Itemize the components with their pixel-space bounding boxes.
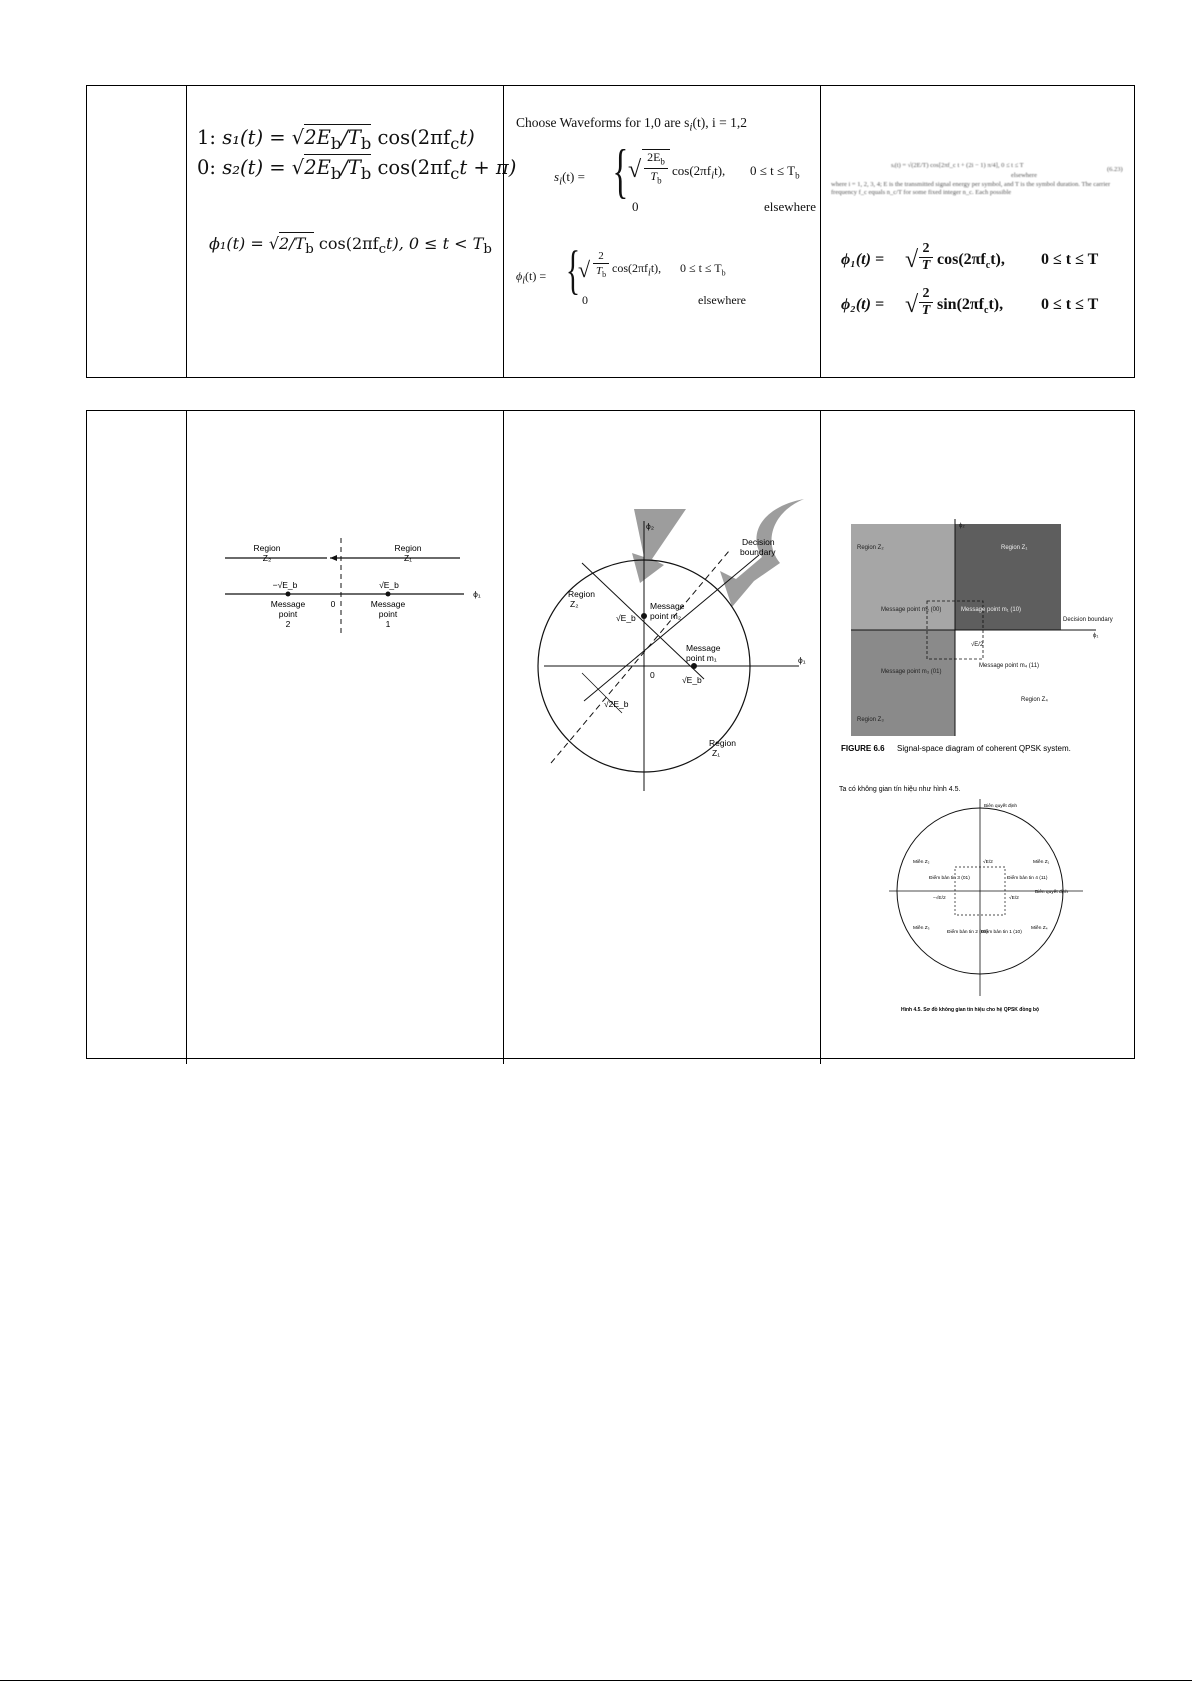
phi1-label: ϕ₁: [1093, 633, 1099, 639]
qpsk-phi2: ϕ₂(t) = √ 2 T $\sin(2\pi f_ct)$, 0 ≤ t ≤ T: [841, 286, 1099, 318]
frac-num: 2: [922, 286, 930, 301]
sin-term: sin(2πf: [937, 296, 984, 313]
message-point-m1: [691, 663, 697, 669]
s2-equation: 0: $s_2(t) = √2E_b/T_b$ $\cos(2\pi f_ct + \pi)$: [197, 156, 517, 183]
vn-caption: Hình 4.5. Sơ đồ không gian tín hiệu cho hệ QPSK đồng bộ: [901, 1007, 1039, 1013]
region2-label: Region Z₂: [857, 545, 884, 551]
origin-label: 0: [330, 599, 336, 609]
frac-den: T: [921, 303, 931, 318]
region2-label: Region: [253, 543, 281, 553]
region1-label: Region: [709, 738, 736, 748]
sqrt-eb-y: √E_b: [616, 613, 636, 623]
cos-term: cos(2πf: [672, 163, 712, 178]
frac-num: 2E: [647, 150, 661, 164]
decision-label: Decision boundary: [1063, 617, 1113, 623]
range-text: 0 ≤ t ≤ T: [750, 163, 796, 178]
sub-b: b: [360, 133, 372, 153]
decision-label: Decision: [742, 537, 775, 547]
page-footer-rule: [0, 1680, 1192, 1681]
phi1-axis-label: ϕ₁: [473, 589, 481, 599]
mp1-label: point: [378, 609, 398, 619]
elsewhere-text: elsewhere: [698, 293, 746, 307]
bpsk-formula-cell: [186, 86, 517, 377]
mp2-label: 2: [285, 619, 291, 629]
vn-intro: Ta có không gian tín hiệu như hình 4.5.: [839, 786, 961, 793]
pos-sqrt-eb: √E_b: [379, 580, 399, 590]
region1-z: Z₁: [403, 553, 413, 563]
phi-den: T: [595, 265, 603, 277]
bit-one-label: 1:: [197, 126, 223, 149]
decision-label: boundary: [740, 547, 776, 557]
mp3-label: Message point m₃ (01): [881, 669, 942, 675]
zero-case: 0: [632, 199, 639, 214]
mp1-label: Message point m₁ (10): [961, 607, 1022, 613]
origin-label: 0: [650, 670, 655, 680]
message-point-2: [286, 592, 291, 597]
phii-tail: (t) =: [525, 269, 547, 283]
qpsk-diagrams: [821, 411, 1137, 1060]
qpsk-diagram-cell: [820, 411, 1136, 1064]
vn-z3: Miền Z₃: [913, 926, 930, 931]
over-t: /T: [341, 156, 361, 179]
formula-table: [86, 85, 1135, 378]
vn-pt2: Điểm bản tin 2 (00): [947, 930, 988, 935]
mp2-label: Message: [650, 601, 685, 611]
s2-lhs: s₂(t) =: [222, 156, 286, 179]
phi1-range: 0 ≤ t ≤ T: [1041, 251, 1099, 268]
region1-label: Region: [394, 543, 422, 553]
vn-boundary-top: Biên quyết định: [984, 804, 1018, 809]
vn-z1: Miền Z₁: [1033, 860, 1050, 865]
vn-pt3: Điểm bản tin 3 (01): [929, 876, 970, 881]
intro-tail: (t), i = 1,2: [692, 115, 747, 130]
qpsk-formula-cell: [820, 86, 1136, 377]
range-text: 0 ≤ t ≤ T: [680, 261, 722, 275]
bpsk-signal-space-diagram: [187, 411, 504, 1060]
region2-z: Z₂: [570, 599, 579, 609]
cos-term: cos(2πf: [377, 126, 451, 149]
vn-sqrt-top: √E/2: [983, 860, 993, 865]
projection-line: [584, 555, 759, 701]
bfsk-diagram-cell: [503, 411, 820, 1064]
region2-z: Z₂: [262, 553, 272, 563]
phi1-lhs: ϕ₁(t) =: [209, 234, 264, 253]
frac-den: T: [921, 258, 931, 273]
region2-label: Region: [568, 589, 595, 599]
phii-lhs: ϕ: [516, 269, 523, 283]
mp1-label: Message: [370, 599, 406, 609]
diagram-table: [86, 410, 1135, 1059]
mp1-label: point m₁: [686, 653, 717, 663]
si-piecewise: $s_i(t)$ = { √ $2E_b$ $T_b$ $\cos(2\pi f_it)$, $0 \le t \le T_b$ 0 elsewhere: [554, 138, 816, 214]
mp1-label: 1: [385, 619, 391, 629]
sub-c: c: [450, 163, 460, 183]
sub-c: c: [985, 260, 991, 272]
cos-tail: t),: [650, 261, 662, 275]
scan-eqno: (6.23): [1107, 166, 1123, 173]
vn-sqrt-left: −√E/2: [933, 896, 946, 901]
cos-term: cos(2πf: [318, 234, 379, 253]
region-arrow: [330, 555, 337, 561]
intro-text: Choose Waveforms for 1,0 are s: [516, 115, 690, 130]
figure-caption: Signal-space diagram of coherent QPSK system.: [897, 744, 1071, 753]
row-label-cell: [87, 411, 186, 1064]
phi2-end: t),: [988, 296, 1004, 313]
mp2-label: point: [278, 609, 298, 619]
phi2-label: ϕ₂: [646, 521, 655, 531]
message-point-1: [386, 592, 391, 597]
zero-case: 0: [582, 293, 588, 307]
sqrt-e2-label: √E/2: [971, 642, 984, 648]
figure-label: FIGURE 6.6: [841, 744, 885, 753]
bfsk-signal-space-diagram: [504, 411, 821, 1060]
s1-equation: 1: $s_1(t) = √2E_b/T_b$ $\cos(2\pi f_ct)$: [197, 126, 475, 153]
bpsk-diagram-cell: [186, 411, 503, 1064]
cos-term: cos(2πf: [612, 261, 649, 275]
vn-z2: Miền Z₂: [913, 860, 930, 865]
si-lhs-tail: (t) =: [562, 169, 585, 184]
vn-pt4: Điểm bản tin 4 (11): [1007, 876, 1048, 881]
sub-b: b: [360, 163, 372, 183]
sub-b: b: [483, 242, 492, 258]
message-point-m2: [641, 613, 647, 619]
phi1-radicand: 2/T: [279, 234, 306, 253]
phi2-range: 0 ≤ t ≤ T: [1041, 296, 1099, 313]
over-t: /T: [341, 126, 361, 149]
s1-lhs: s₁(t) =: [222, 126, 286, 149]
phi1-end: t), 0 ≤ t < T: [386, 234, 484, 253]
sqrt-eb-x: √E_b: [682, 675, 702, 685]
quadrant-z2: [851, 524, 955, 630]
phi1-equation: $\phi_1(t) = √2/T_b$ $\cos(2\pi f_ct)$, $0 \le t < T_b$: [209, 234, 492, 258]
scan-line1: sᵢ(t) = √(2E/T) cos[2πf_c t + (2i − 1) π/4], 0 ≤ t ≤ T: [891, 162, 1024, 169]
region1-label: Region Z₁: [1001, 545, 1028, 551]
annotation-arrow: [632, 509, 686, 583]
sqrt-2eb: √2E_b: [604, 699, 629, 709]
phi1-end: t),: [990, 251, 1005, 268]
elsewhere-text: elsewhere: [764, 199, 816, 214]
phii-piecewise: $\phi_i(t)$ = { √ 2 $T_b$ $\cos(2\pi f_it)$, $0 \le t \le T_b$ 0 elsewhere: [516, 240, 746, 307]
si-lhs: s: [554, 169, 560, 184]
scanned-equation-block: [831, 162, 1131, 206]
mp2-label: Message: [270, 599, 306, 609]
sub-b: b: [305, 242, 314, 258]
phi-num: 2: [598, 250, 604, 262]
s2-radicand: 2E: [304, 156, 331, 179]
cos-term: cos(2πf: [937, 251, 986, 268]
mp2-label: Message point m₂ (00): [881, 607, 942, 613]
vn-sqrt-right: √E/2: [1009, 896, 1019, 901]
bfsk-intro: Choose Waveforms for 1,0 are $s_i(t)$, i = 1,2: [516, 115, 747, 134]
mp4-label: Message point m₄ (11): [979, 663, 1040, 669]
region3-label: Region Z₃: [857, 717, 884, 723]
vn-pt1: Điểm bản tin 1 (10): [981, 930, 1022, 935]
vn-z4: Miền Z₄: [1031, 926, 1048, 931]
row-label-cell: [87, 86, 186, 377]
bit-zero-label: 0:: [197, 156, 223, 179]
neg-sqrt-eb: −√E_b: [272, 580, 298, 590]
mp1-label: Message: [686, 643, 721, 653]
cos-term: cos(2πf: [377, 156, 451, 179]
scan-caption: where i = 1, 2, 3, 4; E is the transmitted signal energy per symbol, and T is the symbol duration. The carrier frequency f_c equals n_c/T for some fixed integer n_c. Each possible: [831, 181, 1111, 196]
sub-c: c: [450, 133, 460, 153]
phi2-lhs: ϕ₂(t) =: [841, 296, 885, 313]
cos-tail: t),: [714, 163, 726, 178]
sub-c: c: [984, 305, 989, 317]
phi2-label: ϕ₂: [959, 523, 965, 529]
sub-b: b: [330, 133, 342, 153]
phi1-lhs: ϕ₁(t) =: [841, 251, 885, 268]
frac-num: 2: [922, 241, 930, 256]
mp2-label: point m₂: [650, 611, 682, 621]
s1-end: t): [459, 126, 475, 149]
region4-label: Region Z₄: [1021, 697, 1048, 703]
region1-z: Z₁: [712, 748, 721, 758]
sub-c: c: [378, 242, 387, 258]
sub-b: b: [330, 163, 342, 183]
s1-radicand: 2E: [304, 126, 331, 149]
quadrant-z1: [955, 524, 1061, 630]
s2-end: t + π): [459, 156, 517, 179]
phi1-label: ϕ₁: [798, 655, 806, 665]
vn-boundary-right: Biên quyết định: [1035, 890, 1069, 895]
qpsk-phi1: ϕ₁(t) = √ 2 T $\cos(2\pi f_ct)$, 0 ≤ t ≤ T: [841, 241, 1099, 273]
frac-den: T: [650, 169, 658, 184]
bfsk-formula-cell: [503, 86, 820, 377]
scan-line2: elsewhere: [1011, 172, 1037, 179]
